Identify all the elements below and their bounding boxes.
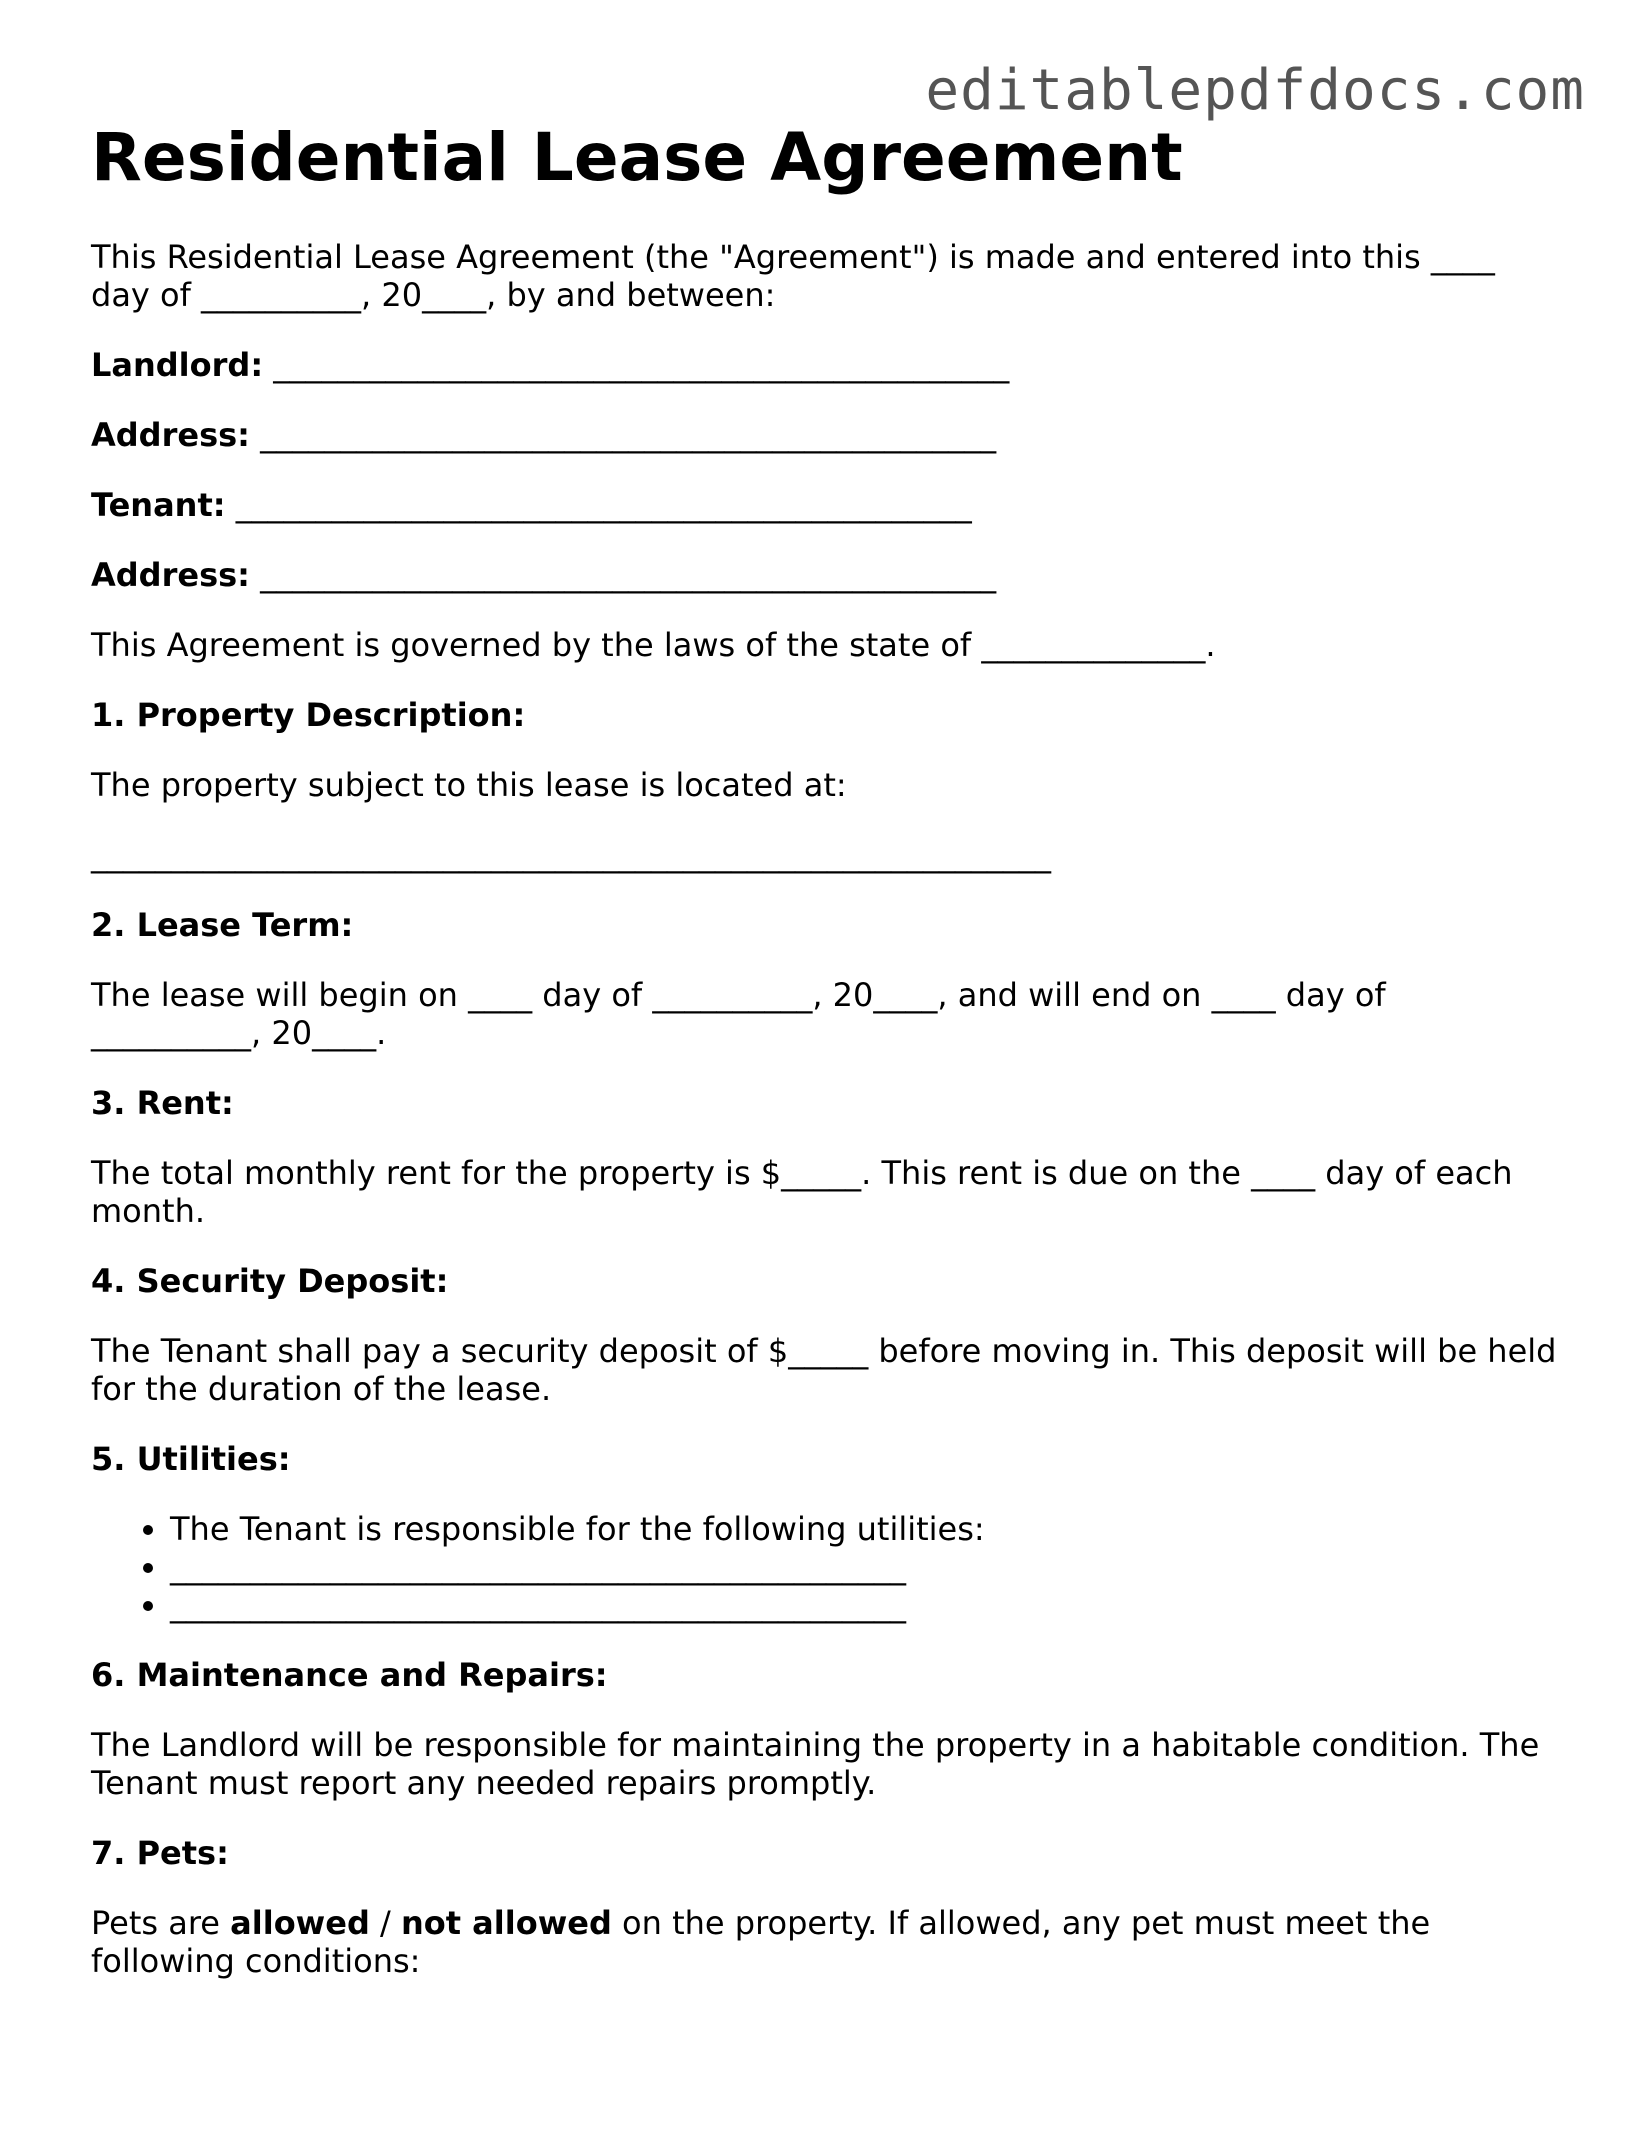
tenant-field[interactable] bbox=[91, 486, 1581, 524]
security-deposit-paragraph bbox=[91, 1332, 1581, 1408]
lease-term-paragraph bbox=[91, 976, 1581, 1052]
landlord-blank[interactable]: ______________________________________________ bbox=[273, 346, 1010, 384]
property-text: The property subject to this lease is located at: bbox=[91, 766, 847, 804]
tenant-blank[interactable]: ______________________________________________ bbox=[235, 486, 972, 524]
utilities-heading: 5. Utilities: bbox=[91, 1440, 291, 1478]
landlord-field[interactable] bbox=[91, 346, 1581, 384]
maintenance-line-2: Tenant must report any needed repairs promptly. bbox=[91, 1764, 877, 1802]
security-deposit-line-1: The Tenant shall pay a security deposit of $_____ before moving in. This deposit will be held bbox=[91, 1332, 1557, 1370]
intro-line-1: This Residential Lease Agreement (the "Agreement") is made and entered into this ____ bbox=[91, 238, 1495, 276]
maintenance-line-1: The Landlord will be responsible for maintaining the property in a habitable condition. The bbox=[91, 1726, 1540, 1764]
tenant-address-field[interactable] bbox=[91, 556, 1581, 594]
rent-line-1: The total monthly rent for the property is $_____. This rent is due on the ____ day of each bbox=[91, 1154, 1513, 1192]
maintenance-heading: 6. Maintenance and Repairs: bbox=[91, 1656, 608, 1694]
rent-paragraph bbox=[91, 1154, 1581, 1230]
pets-separator: / bbox=[369, 1904, 401, 1942]
property-address-blank[interactable]: ____________________________________________________________ bbox=[91, 836, 1051, 874]
pets-allowed-option: allowed bbox=[230, 1904, 370, 1942]
utilities-item-blank-1[interactable]: • ______________________________________________ bbox=[170, 1548, 1581, 1586]
lease-term-line-2: __________, 20____. bbox=[91, 1014, 387, 1052]
landlord-address-blank[interactable]: ______________________________________________ bbox=[260, 416, 997, 454]
utilities-list bbox=[91, 1510, 1581, 1624]
document-title: Residential Lease Agreement bbox=[91, 119, 1183, 196]
security-deposit-line-2: for the duration of the lease. bbox=[91, 1370, 552, 1408]
pets-paragraph bbox=[91, 1904, 1581, 1980]
lease-term-line-1: The lease will begin on ____ day of __________, 20____, and will end on ____ day of bbox=[91, 976, 1386, 1014]
pets-line-2: following conditions: bbox=[91, 1942, 421, 1980]
pets-not-allowed-option: not allowed bbox=[400, 1904, 612, 1942]
document-body bbox=[91, 118, 1581, 2012]
intro-paragraph bbox=[91, 238, 1581, 314]
tenant-address-blank[interactable]: ______________________________________________ bbox=[260, 556, 997, 594]
pets-heading: 7. Pets: bbox=[91, 1834, 229, 1872]
rent-line-2: month. bbox=[91, 1192, 206, 1230]
property-heading: 1. Property Description: bbox=[91, 696, 526, 734]
landlord-address-field[interactable] bbox=[91, 416, 1581, 454]
utilities-item-intro: • The Tenant is responsible for the following utilities: bbox=[170, 1510, 1581, 1548]
tenant-address-label: Address: bbox=[91, 556, 250, 594]
landlord-address-label: Address: bbox=[91, 416, 250, 454]
utilities-item-blank-2[interactable]: • ______________________________________________ bbox=[170, 1586, 1581, 1624]
watermark: editablepdfdocs.com bbox=[925, 58, 1585, 123]
pets-prefix: Pets are bbox=[91, 1904, 231, 1942]
maintenance-paragraph bbox=[91, 1726, 1581, 1802]
landlord-label: Landlord: bbox=[91, 346, 264, 384]
security-deposit-heading: 4. Security Deposit: bbox=[91, 1262, 449, 1300]
rent-heading: 3. Rent: bbox=[91, 1084, 234, 1122]
tenant-label: Tenant: bbox=[91, 486, 226, 524]
intro-line-2: day of __________, 20____, by and between: bbox=[91, 276, 776, 314]
pets-suffix: on the property. If allowed, any pet must meet the bbox=[611, 1904, 1431, 1942]
governing-law-paragraph: This Agreement is governed by the laws of the state of ______________. bbox=[91, 626, 1216, 664]
lease-term-heading: 2. Lease Term: bbox=[91, 906, 354, 944]
